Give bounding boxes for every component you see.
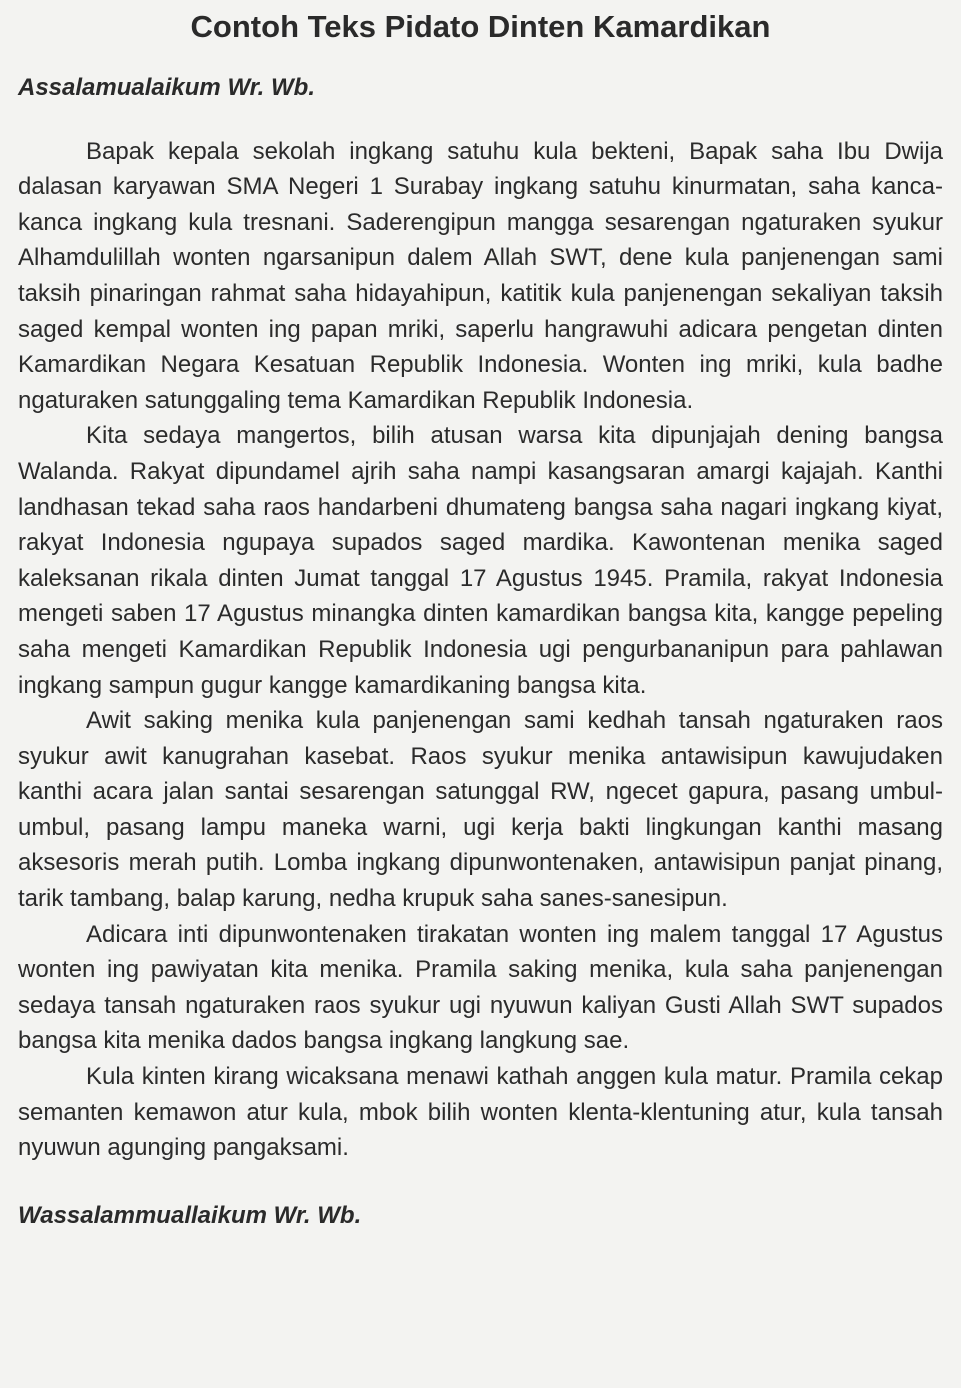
opening-greeting: Assalamualaikum Wr. Wb. [18,74,315,101]
paragraph-closing-remarks: Kula kinten kirang wicaksana menawi kathah anggen kula matur. Pramila cekap semanten kemawon atur kula, mbok bilih wonten klenta-klentuning atur, kula tansah nyuwun agunging pangaksami. [18,1063,943,1162]
paragraph-history: Kita sedaya mangertos, bilih atusan warsa kita dipunjajah dening bangsa Walanda. Rakyat dipundamel ajrih saha nampi kasangsaran amargi kajajah. Kanthi landhasan tekad saha raos handarbeni dhumateng bangsa saha nagari ingkang kiyat, rakyat Indonesia ngupaya supados saged mardika. Kawontenan menika saged kaleksanan rikala dinten Jumat tanggal 17 Agustus 1945. Pramila, rakyat Indonesia mengeti saben 17 Agustus minangka dinten kamardikan bangsa kita, kangge pepeling saha mengeti Kamardikan Republik Indonesia ugi pengurbananipun para pahlawan ingkang sampun gugur kangge kamardikaning bangsa kita. [18,422,943,699]
paragraph-opening-address: Bapak kepala sekolah ingkang satuhu kula bekteni, Bapak saha Ibu Dwija dalasan karyawan SMA Negeri 1 Surabay ingkang satuhu kinurmatan, saha kanca-kanca ingkang kula tresnani. Saderengipun mangga sesarengan ngaturaken syukur Alhamdulillah wonten ngarsanipun dalem Allah SWT, dene kula panjenengan sami taksih pinaringan rahmat saha hidayahipun, katitik kula panjenengan sekaliyan taksih saged kempal wonten ing papan mriki, saperlu hangrawuhi adicara pengetan dinten Kamardikan Negara Kesatuan Republik Indonesia. Wonten ing mriki, kula badhe ngaturaken satunggaling tema Kamardikan Republik Indonesia. [18,137,943,414]
speech-body [18,134,943,1166]
document-title: Contoh Teks Pidato Dinten Kamardikan [190,9,771,44]
paragraph-main-event: Adicara inti dipunwontenaken tirakatan wonten ing malem tanggal 17 Agustus wonten ing pawiyatan kita menika. Pramila saking menika, kula saha panjenengan sedaya tansah ngaturaken raos syukur ugi nyuwun kaliyan Gusti Allah SWT supados bangsa kita menika dados bangsa ingkang langkung sae. [18,920,943,1055]
closing-greeting: Wassalammuallaikum Wr. Wb. [18,1201,362,1229]
paragraph-celebration: Awit saking menika kula panjenengan sami kedhah tansah ngaturaken raos syukur awit kanugrahan kasebat. Raos syukur menika antawisipun kawujudaken kanthi acara jalan santai sesarengan satunggal RW, ngecet gapura, pasang umbul-umbul, pasang lampu maneka warni, ugi kerja bakti lingkungan kanthi masang aksesoris merah putih. Lomba ingkang dipunwontenaken, antawisipun panjat pinang, tarik tambang, balap karung, nedha krupuk saha sanes-sanesipun. [18,707,943,913]
